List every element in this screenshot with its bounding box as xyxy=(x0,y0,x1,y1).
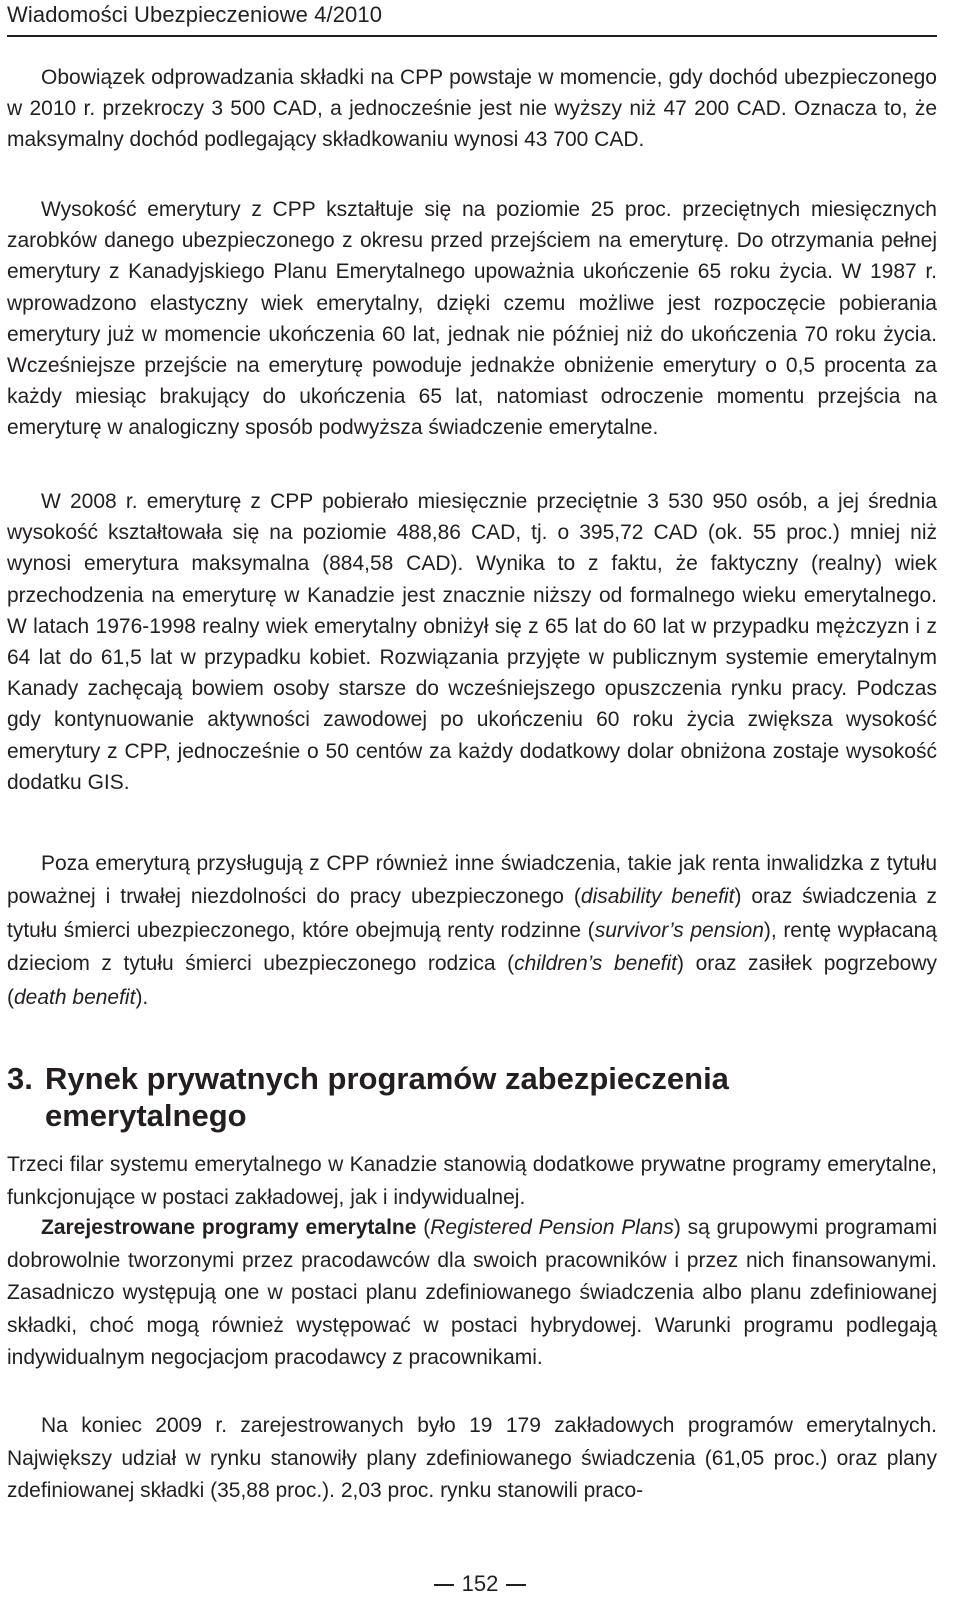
paragraph-plan-statistics-2009: Na koniec 2009 r. zarejestrowanych było 19 179 zakładowych programów emerytalnych. Największy udział w rynku stanowiły plany zdefiniowanego świadczenia (61,05 proc.) oraz plany zdefiniowanej składki (35,88 proc.). 2,03 proc. rynku stanowili praco- xyxy=(7,1414,937,1503)
section-heading xyxy=(7,1060,807,1134)
section-title-line2: emerytalnego xyxy=(45,1098,247,1133)
text-run: ( xyxy=(416,1216,431,1239)
running-header: Wiadomości Ubezpieczeniowe 4/2010 xyxy=(7,2,383,27)
paragraph-pension-statistics: W 2008 r. emeryturę z CPP pobierało miesięcznie przeciętnie 3 530 950 osób, a jej średnia wysokość kształtowała się na poziomie 488,86 CAD, tj. o 395,72 CAD (ok. 55 proc.) mniej niż wynosi emerytura maksymalna (884,58 CAD). Wynika to z faktu, że faktyczny (realny) wiek przechodzenia na emeryturę w Kanadzie jest znacznie niższy od formalnego wieku emerytalnego. W latach 1976-1998 realny wiek emerytalny obniżył się z 65 lat do 60 lat w przypadku mężczyzn i z 64 lat do 61,5 lat w przypadku kobiet. Rozwiązania przyjęte w publicznym systemie emerytalnym Kanady zachęcają bowiem osoby starsze do wcześniejszego opuszczenia rynku pracy. Podczas gdy kontynuowanie aktywności zawodowej po ukończeniu 60 roku życia zwiększa wysokość emerytury z CPP, jednocześnie o 50 centów za każdy dodatkowy dolar obniżona zostaje wysokość dodatku GIS. xyxy=(7,490,937,794)
text-run: ) oraz świadczenia z tytułu śmierci ubezpieczonego, które obejmują renty rodzinne ( xyxy=(7,885,937,942)
term-survivors-pension: survivor’s pension xyxy=(594,918,764,942)
text-run: Poza emeryturą przysługują z CPP również inne świadczenia, takie jak renta inwalidzka z tytułu poważnej i trwałej niezdolności do pracy ubezpieczonego ( xyxy=(7,852,937,909)
page-footer xyxy=(0,1571,960,1597)
page-number: 152 xyxy=(461,1571,499,1596)
header-rule xyxy=(7,35,937,37)
footer-dash-left xyxy=(434,1584,454,1586)
term-death-benefit: death benefit xyxy=(14,985,136,1009)
paragraph-contribution-obligation: Obowiązek odprowadzania składki na CPP powstaje w momencie, gdy dochód ubezpieczonego w 2010 r. przekroczy 3 500 CAD, a jednocześnie jest nie wyższy niż 47 200 CAD. Oznacza to, że maksymalny dochód podlegający składkowaniu wynosi 43 700 CAD. xyxy=(7,66,937,151)
paragraph-pension-amount: Wysokość emerytury z CPP kształtuje się na poziomie 25 proc. przeciętnych miesięcznych zarobków danego ubezpieczonego z okresu przed przejściem na emeryturę. Do otrzymania pełnej emerytury z Kanadyjskiego Planu Emerytalnego upoważnia ukończenie 65 roku życia. W 1987 r. wprowadzono elastyczny wiek emerytalny, dzięki czemu możliwe jest rozpoczęcie pobierania emerytury już w momencie ukończenia 60 lat, jednak nie później niż do ukończenia 70 roku życia. Wcześniejsze przejście na emeryturę powoduje jednakże obniżenie emerytury o 0,5 procenta za każdy miesiąc brakujący do ukończenia 65 lat, natomiast odroczenie momentu przejścia na emeryturę w analogiczny sposób podwyższa świadczenie emerytalne. xyxy=(7,198,937,440)
term-registered-pension-plans-pl: Zarejestrowane programy emerytalne xyxy=(41,1216,417,1239)
text-run: ) oraz zasiłek pogrzebowy ( xyxy=(7,952,937,1009)
text-run: ) są grupowymi programami dobrowolnie tworzonymi przez pracodawców dla swoich pracowników i przez nich finansowanymi. Zasadniczo występują one w postaci planu zdefiniowanego świadczenia albo planu zdefiniowanej składki, choć mogą również występować w postaci hybrydowej. Warunki programu podlegają indywidualnym negocjacjom pracodawcy z pracownikami. xyxy=(7,1216,937,1370)
text-run: ). xyxy=(135,985,149,1009)
text-run: ), rentę wypłacaną dzieciom z tytułu śmierci ubezpieczonego rodzica ( xyxy=(7,918,937,976)
term-disability-benefit: disability benefit xyxy=(580,885,735,909)
footer-dash-right xyxy=(506,1584,526,1586)
paragraph-registered-pension-plans xyxy=(7,1212,937,1375)
section-title-line1: Rynek prywatnych programów zabezpieczenia xyxy=(45,1061,729,1096)
term-registered-pension-plans-en: Registered Pension Plans xyxy=(430,1216,674,1239)
paragraph-other-benefits xyxy=(7,847,937,1014)
paragraph-third-pillar: Trzeci filar systemu emerytalnego w Kanadzie stanowią dodatkowe prywatne programy emerytalne, funkcjonujące w postaci zakładowej, jak i indywidualnej. xyxy=(7,1153,937,1209)
section-number: 3. xyxy=(7,1061,33,1096)
term-childrens-benefit: children’s benefit xyxy=(514,952,678,976)
